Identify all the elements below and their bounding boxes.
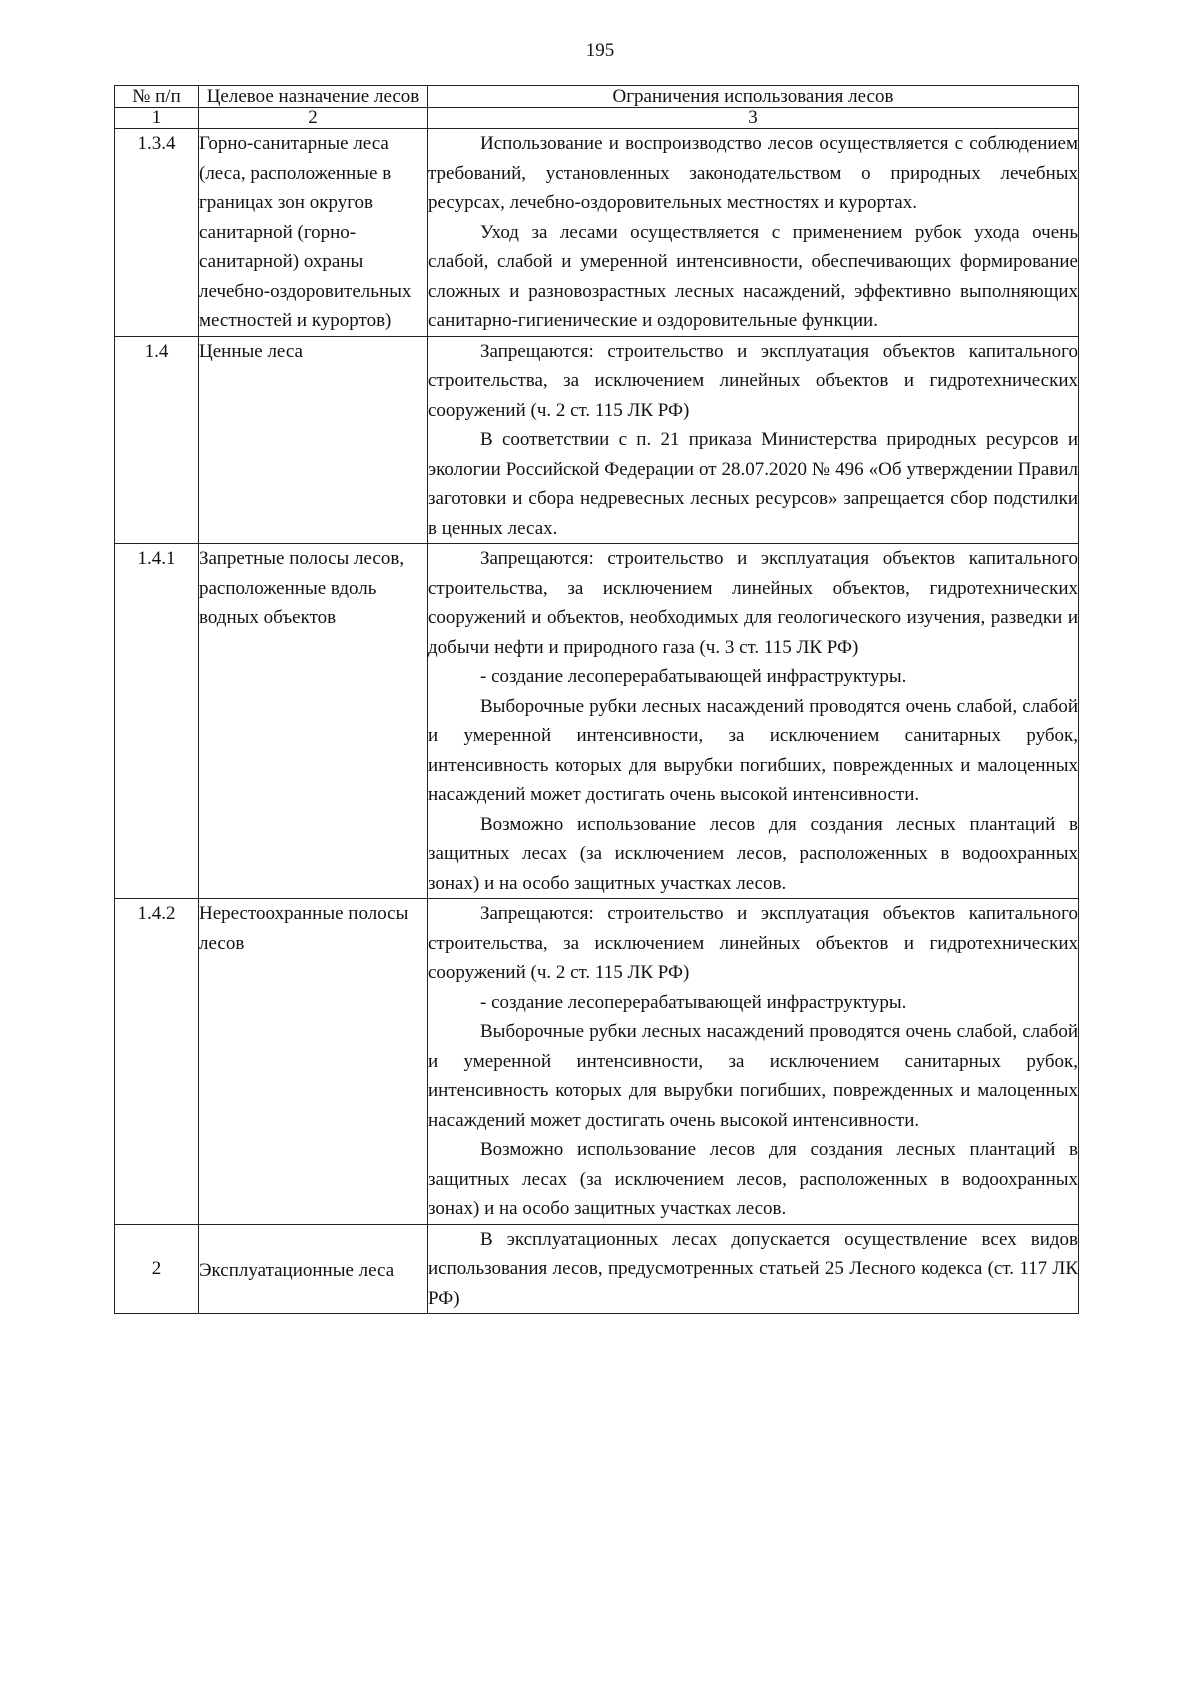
- restriction-paragraph: Запрещаются: строительство и эксплуатация объектов капитального строительства, за исключением линейных объектов и гидротехнических сооружений (ч. 2 ст. 115 ЛК РФ): [428, 340, 1078, 421]
- header-purpose: Целевое назначение лесов: [199, 86, 428, 108]
- table-row: [115, 544, 1079, 899]
- row-purpose: Горно-санитарные леса (леса, расположенные в границах зон округов санитарной (горно-санитарной) охраны лечебно-оздоровительных местностей и курортов): [199, 129, 428, 337]
- row-restrictions: [428, 899, 1079, 1225]
- header-restrictions: Ограничения использования лесов: [428, 86, 1079, 108]
- restriction-paragraph: Запрещаются: строительство и эксплуатация объектов капитального строительства, за исключением линейных объектов, гидротехнических сооружений и объектов, необходимых для геологического изучения, разведки и добычи нефти и природного газа (ч. 3 ст. 115 ЛК РФ): [428, 548, 1078, 658]
- table-row: [115, 129, 1079, 337]
- table-row: [115, 1224, 1079, 1314]
- restriction-paragraph: Уход за лесами осуществляется с применением рубок ухода очень слабой, слабой и умеренной интенсивности, обеспечивающих формирование сложных и разновозрастных лесных насаждений, эффективно выполняющих санитарно-гигиенические и оздоровительные функции.: [428, 221, 1078, 331]
- row-number: 1.4: [115, 336, 199, 544]
- restriction-paragraph: В эксплуатационных лесах допускается осуществление всех видов использования лесов, предусмотренных статьей 25 Лесного кодекса (ст. 117 ЛК РФ): [428, 1228, 1078, 1309]
- table-row: [115, 899, 1079, 1225]
- column-number-2: 2: [199, 108, 428, 129]
- restriction-paragraph: Использование и воспроизводство лесов осуществляется с соблюдением требований, установленных законодательством о природных лечебных ресурсах, лечебно-оздоровительных местностях и курортах.: [428, 133, 1078, 213]
- row-number: 2: [115, 1224, 199, 1314]
- page-number: 195: [585, 40, 615, 61]
- row-purpose: Ценные леса: [199, 336, 428, 544]
- row-restrictions: [428, 544, 1079, 899]
- row-purpose: Эксплуатационные леса: [199, 1224, 428, 1314]
- restriction-paragraph: - создание лесоперерабатывающей инфраструктуры.: [480, 991, 907, 1013]
- row-number: 1.3.4: [115, 129, 199, 337]
- restriction-paragraph: Выборочные рубки лесных насаждений проводятся очень слабой, слабой и умеренной интенсивности, за исключением санитарных рубок, интенсивность которых для вырубки погибших, поврежденных и малоценных насаждений может достигать очень высокой интенсивности.: [428, 1021, 1078, 1131]
- restriction-paragraph: Возможно использование лесов для создания лесных плантаций в защитных лесах (за исключением лесов, расположенных в водоохранных зонах) и на особо защитных участках лесов.: [428, 813, 1078, 894]
- row-number: 1.4.2: [115, 899, 199, 1225]
- column-number-3: 3: [428, 108, 1079, 129]
- row-number: 1.4.1: [115, 544, 199, 899]
- restriction-paragraph: Возможно использование лесов для создания лесных плантаций в защитных лесах (за исключением лесов, расположенных в водоохранных зонах) и на особо защитных участках лесов.: [428, 1139, 1078, 1219]
- row-restrictions: [428, 336, 1079, 544]
- restriction-paragraph: Запрещаются: строительство и эксплуатация объектов капитального строительства, за исключением линейных объектов и гидротехнических сооружений (ч. 2 ст. 115 ЛК РФ): [428, 903, 1078, 983]
- row-purpose: Нерестоохранные полосы лесов: [199, 899, 428, 1225]
- table-row: [115, 336, 1079, 544]
- header-number: № п/п: [115, 86, 199, 108]
- restriction-paragraph: Выборочные рубки лесных насаждений проводятся очень слабой, слабой и умеренной интенсивности, за исключением санитарных рубок, интенсивность которых для вырубки погибших, поврежденных и малоценных насаждений может достигать очень высокой интенсивности.: [428, 695, 1078, 805]
- row-restrictions: [428, 1224, 1079, 1314]
- forest-restrictions-table: [114, 85, 1079, 1314]
- restriction-paragraph: - создание лесоперерабатывающей инфраструктуры.: [480, 666, 907, 687]
- column-number-1: 1: [115, 108, 199, 129]
- row-purpose: Запретные полосы лесов, расположенные вдоль водных объектов: [199, 544, 428, 899]
- column-numbering-row: [115, 108, 1079, 129]
- restriction-paragraph: В соответствии с п. 21 приказа Министерства природных ресурсов и экологии Российской Федерации от 28.07.2020 № 496 «Об утверждении Правил заготовки и сбора недревесных лесных ресурсов» запрещается сбор подстилки в ценных лесах.: [428, 429, 1078, 539]
- row-restrictions: [428, 129, 1079, 337]
- table-header-row: [115, 86, 1079, 108]
